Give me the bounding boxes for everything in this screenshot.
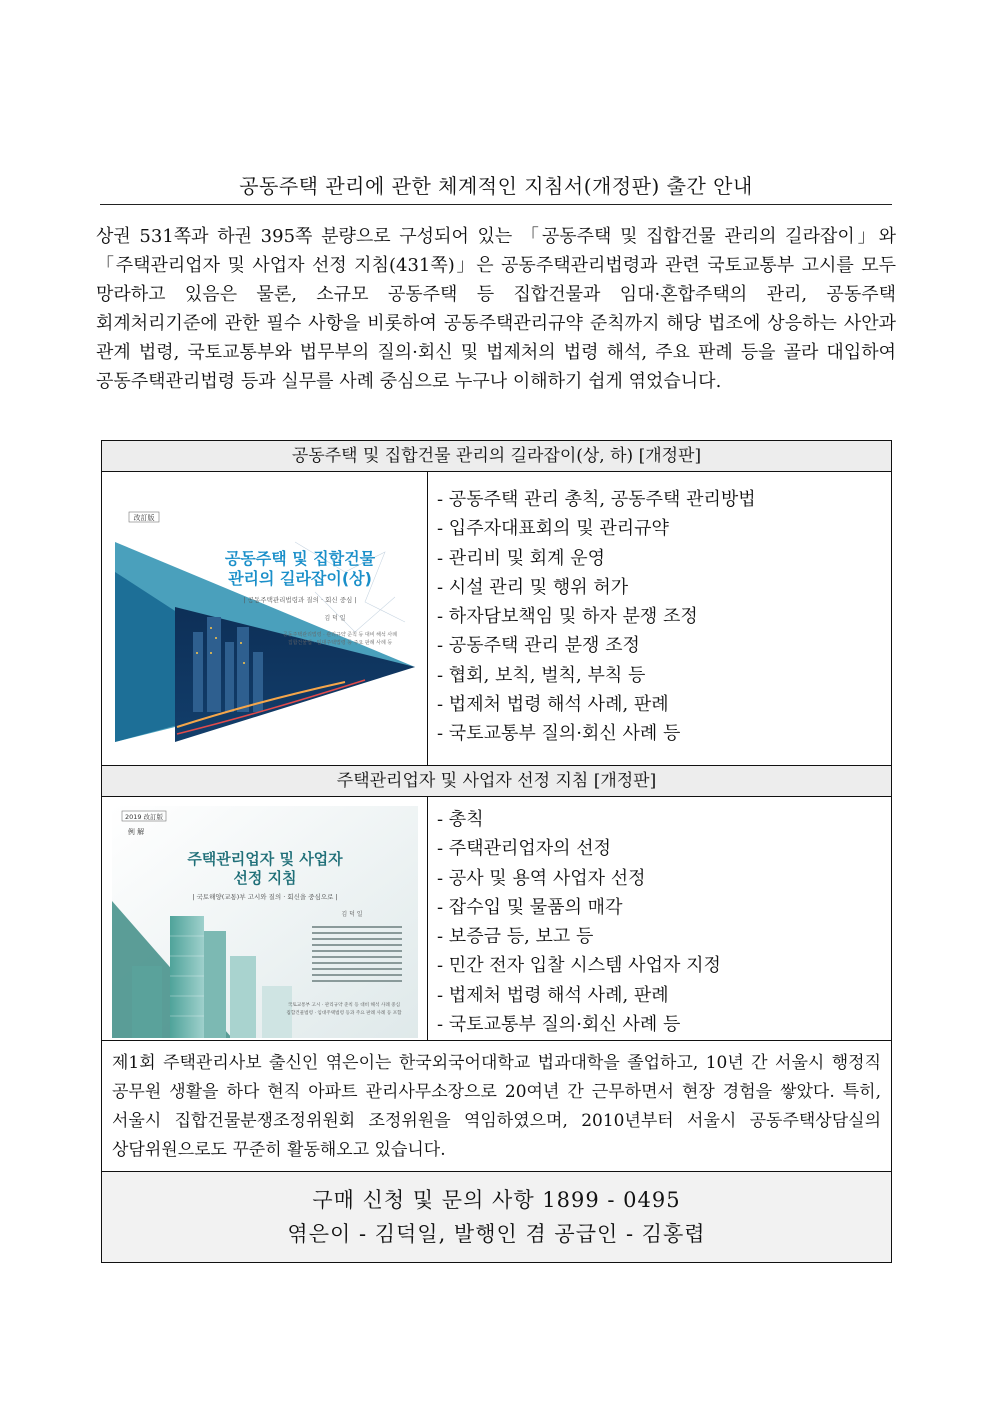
book1-header: 공동주택 및 집합건물 관리의 길라잡이(상, 하) [개정판] xyxy=(102,441,892,472)
list-item: - 공동주택 관리 총칙, 공동주택 관리방법 xyxy=(437,489,756,510)
book1-cover-cell xyxy=(102,472,428,766)
book2-cover-note-1: 국토교통부 고시 · 관리규약 준칙 등 대비 해석 사례 중심 xyxy=(287,1003,400,1008)
list-item: - 관리비 및 회계 운영 xyxy=(437,547,606,569)
book2-edition-mark: 2019 改訂版 xyxy=(124,813,163,821)
book-table xyxy=(101,440,892,1263)
list-item: - 협회, 보칙, 벌칙, 부칙 등 xyxy=(437,664,646,686)
author-bio: 제1회 주택관리사보 출신인 엮은이는 한국외국어대학교 법과대학을 졸업하고, 10년 간 서울시 행정직 공무원 생활을 하다 현직 아파트 관리사무소장으로 20여년 간 근무하면서 현장 경험을 쌓았다. 특히, 서울시 집합건물분쟁조정위원회 조정위원을 역임하였으며, 2010년부터 서울시 공동주택상담실의 상담위원으로도 꾸준히 활동해오고 있습니다. xyxy=(102,1041,892,1172)
list-item: - 시설 관리 및 행위 허가 xyxy=(437,576,629,598)
book2-cover-image xyxy=(112,806,418,1038)
book2-cover-label: 例 解 xyxy=(127,828,144,836)
book2-cover-title-2: 선정 지침 xyxy=(232,869,297,887)
list-item: - 하자담보책임 및 하자 분쟁 조정 xyxy=(437,606,698,628)
book1-cover-note-1: 공동주택관리법령 · 관리규약 준칙 등 대비 해석 사례 xyxy=(282,632,397,638)
book2-header: 주택관리업자 및 사업자 선정 지침 [개정판] xyxy=(102,766,892,797)
book1-contents-cell xyxy=(428,472,892,766)
book-table-wrapper xyxy=(101,440,891,1263)
book2-cover-subtitle: | 국토해양(교통)부 고시와 질의 · 회신을 중심으로 | xyxy=(191,893,338,901)
list-item: - 공사 및 용역 사업자 선정 xyxy=(437,867,646,889)
list-item: - 주택관리업자의 선정 xyxy=(437,838,612,860)
book1-cover-title-1: 공동주택 및 집합건물 xyxy=(224,549,375,568)
book1-contents-list xyxy=(428,472,891,749)
book2-contents-cell xyxy=(428,797,892,1041)
book2-cover-title-1: 주택관리업자 및 사업자 xyxy=(186,850,343,868)
title-underline xyxy=(100,204,892,205)
list-item: - 입주자대표회의 및 관리규약 xyxy=(437,518,669,540)
book1-cover-image xyxy=(115,502,415,742)
book2-cover-note-2: 집합건물법령 · 임대주택법령 등과 주요 판례 사례 등 포함 xyxy=(285,1011,402,1016)
list-item: - 보증금 등, 보고 등 xyxy=(437,926,594,948)
page-title: 공동주택 관리에 관한 체계적인 지침서(개정판) 출간 안내 xyxy=(239,174,753,198)
book1-cover-note-2: 집합건물법 · 임대주택법령 등 주요 판례 사례 등 xyxy=(287,640,392,646)
list-item: - 국토교통부 질의·회신 사례 등 xyxy=(437,1014,681,1036)
intro-paragraph: 상권 531쪽과 하권 395쪽 분량으로 구성되어 있는 「공동주택 및 집합건물 관리의 길라잡이」와 「주택관리업자 및 사업자 선정 지침(431쪽)」은 공동주택관리법령과 관련 국토교통부 고시를 모두 망라하고 있음은 물론, 소규모 공동주택 등 집합건물과 임대·혼합주택의 관리, 공동주택 회계처리기준에 관한 필수 사항을 비롯하여 공동주택관리규약 준칙까지 해당 법조에 상응하는 사안과 관계 법령, 국토교통부와 법무부의 질의·회신 및 법제처의 법령 해석, 주요 판례 등을 골라 대입하여 공동주택관리법령 등과 실무를 사례 중심으로 누구나 이해하기 쉽게 엮었습니다. xyxy=(96,226,896,392)
list-item: - 민간 전자 입찰 시스템 사업자 지정 xyxy=(437,955,721,977)
list-item: - 법제처 법령 해석 사례, 판례 xyxy=(437,694,669,716)
list-item: - 잡수입 및 물품의 매각 xyxy=(437,896,623,918)
contact-phone: 구매 신청 및 문의 사항 1899 - 0495 xyxy=(312,1188,681,1212)
book2-cover-cell xyxy=(102,797,428,1041)
contact-publisher: 엮은이 - 김덕일, 발행인 겸 공급인 - 김홍렵 xyxy=(287,1222,706,1246)
list-item: - 국토교통부 질의·회신 사례 등 xyxy=(437,723,681,745)
contact-box xyxy=(102,1172,892,1263)
book1-cover-title-2: 관리의 길라잡이(상) xyxy=(227,569,372,588)
list-item: - 법제처 법령 해석 사례, 판례 xyxy=(437,984,669,1006)
book1-edition-mark: 改訂版 xyxy=(133,514,154,522)
book1-cover-author: 김 덕 일 xyxy=(323,615,346,622)
book2-cover-author: 김 덕 일 xyxy=(340,911,363,918)
book1-cover-subtitle: | 공동주택관리법령과 질의 · 회신 중심 | xyxy=(242,596,357,604)
list-item: - 공동주택 관리 분쟁 조정 xyxy=(437,635,640,657)
list-item: - 총칙 xyxy=(437,809,484,830)
book2-contents-list xyxy=(428,797,891,1039)
